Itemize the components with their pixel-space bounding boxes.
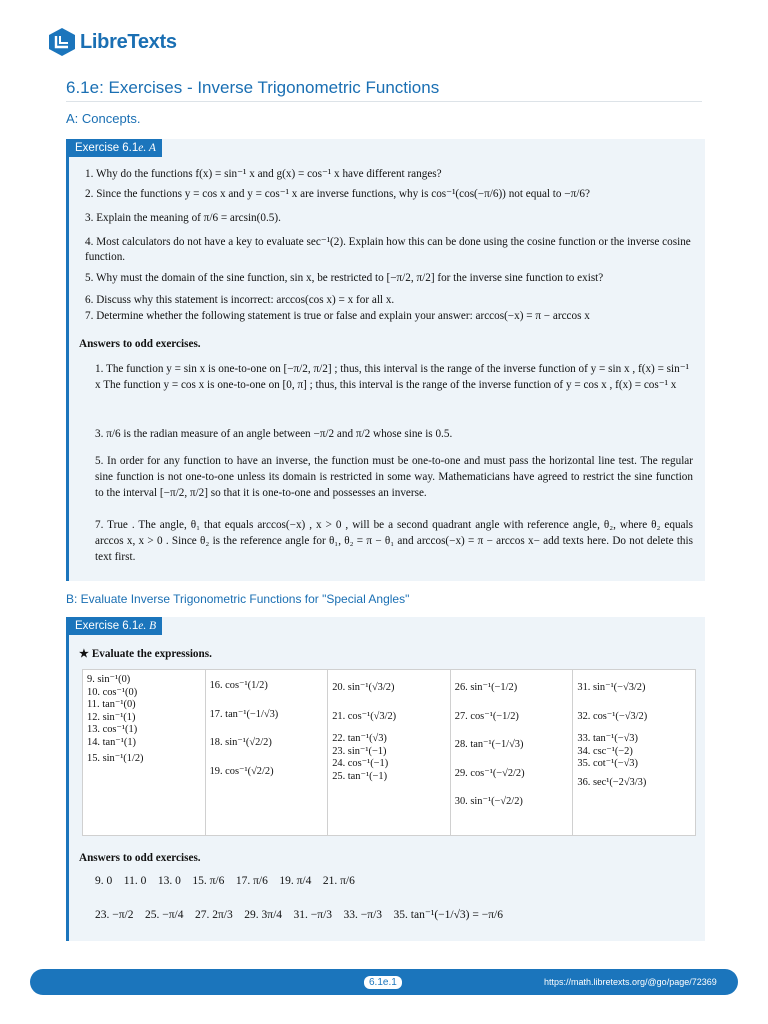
question-3: 3. Explain the meaning of π/6 = arcsin(0.5).	[85, 212, 281, 224]
grid-column-2	[206, 670, 329, 835]
grid-column-1	[83, 670, 206, 835]
answer-7: 7. True . The angle, θ₁ that equals arccos(−x) , x > 0 , will be a second quadrant angle with reference angle, θ₂, where θ₂ equals arccos x, x > 0 . Since θ₂ is the reference angle for θ₁, θ₂ = π − θ₁ and arccos(−x) = π − arccos x− add texts here. Do not delete this text first.	[95, 519, 693, 563]
section-heading-special-angles: B: Evaluate Inverse Trigonometric Functions for "Special Angles"	[66, 592, 410, 606]
exercise-grid	[82, 669, 696, 836]
answer-3: 3. π/6 is the radian measure of an angle between −π/2 and π/2 whose sine is 0.5.	[95, 428, 453, 440]
footer-url-link[interactable]: https://math.libretexts.org/@go/page/72369	[544, 977, 717, 987]
answers-heading-b: Answers to odd exercises.	[79, 852, 201, 864]
grid-cell: 12. sin⁻¹(1)	[87, 711, 136, 723]
footer-page-number: 6.1e.1	[364, 976, 402, 989]
brand-name: LibreTexts	[80, 30, 177, 53]
grid-cell: 20. sin⁻¹(√3/2)	[332, 682, 395, 693]
answers-row-1	[95, 875, 355, 887]
grid-column-3	[328, 670, 451, 835]
answer-5: 5. In order for any function to have an inverse, the function must be one-to-one and must pass the horizontal line test. The regular sine function is not one-to-one unless its domain is restricted in some way. Mathematicians have agreed to restrict the sine function to the interval [−π/2, π/2] so that it is one-to-one and possesses an inverse.	[95, 455, 693, 499]
answer-item: 21. π/6	[322, 875, 355, 887]
question-2: 2. Since the functions y = cos x and y = cos⁻¹ x are inverse functions, why is cos⁻¹(cos(−π/6)) not equal to −π/6?	[85, 188, 590, 200]
exercise-label-a: Exercise 6.1e. A	[69, 139, 162, 157]
grid-cell: 11. tan⁻¹(0)	[87, 699, 136, 710]
grid-cell: 19. cos⁻¹(√2/2)	[209, 765, 274, 777]
exercise-label-b: Exercise 6.1e. B	[69, 617, 162, 635]
question-5: 5. Why must the domain of the sine function, sin x, be restricted to [−π/2, π/2] for the inverse sine function to exist?	[85, 272, 604, 284]
grid-column-4	[451, 670, 574, 835]
grid-cell: 24. cos⁻¹(−1)	[332, 758, 389, 769]
grid-cell: 21. cos⁻¹(√3/2)	[332, 710, 397, 722]
grid-cell: 35. cot⁻¹(−√3)	[577, 758, 638, 769]
grid-cell: 30. sin⁻¹(−√2/2)	[454, 796, 523, 807]
grid-cell: 13. cos⁻¹(1)	[87, 724, 138, 735]
exercise-box-b	[66, 617, 705, 941]
grid-cell: 9. sin⁻¹(0)	[87, 674, 131, 685]
libretexts-logo-icon	[47, 27, 77, 57]
answer-item: 29. 3π/4	[244, 909, 283, 921]
answer-item: 31. −π/3	[293, 909, 333, 921]
exercise-box-a	[66, 139, 705, 581]
grid-cell: 14. tan⁻¹(1)	[87, 736, 136, 748]
question-7: 7. Determine whether the following statement is true or false and explain your answer: arccos(−x) = π − arccos x	[85, 310, 590, 322]
answer-item: 25. −π/4	[145, 909, 184, 921]
evaluate-instruction: ★ Evaluate the expressions.	[79, 648, 212, 660]
answer-item: 23. −π/2	[95, 909, 134, 921]
grid-cell: 32. cos⁻¹(−√3/2)	[577, 710, 648, 722]
grid-cell: 22. tan⁻¹(√3)	[332, 733, 387, 744]
page-title: 6.1e: Exercises - Inverse Trigonometric Functions	[66, 78, 440, 97]
grid-cell: 27. cos⁻¹(−1/2)	[454, 710, 519, 722]
grid-cell: 29. cos⁻¹(−√2/2)	[454, 767, 525, 779]
libretexts-logo[interactable]	[47, 27, 177, 57]
grid-cell: 34. csc⁻¹(−2)	[577, 745, 633, 757]
grid-cell: 10. cos⁻¹(0)	[87, 686, 138, 698]
answers-row-2	[95, 907, 503, 921]
grid-cell: 18. sin⁻¹(√2/2)	[209, 737, 272, 748]
answer-1: 1. The function y = sin x is one-to-one on [−π/2, π/2] ; thus, this interval is the range of the inverse function of y = sin x , f(x) = sin⁻¹ x The function y = cos x is one-to-one on [0, π] ; thus, this interval is the range of the inverse function of y = cos x , f(x) = cos⁻¹ x	[95, 363, 689, 391]
answers-heading-a: Answers to odd exercises.	[79, 338, 201, 350]
answer-item: 11. 0	[123, 875, 147, 887]
answer-item: 17. π/6	[235, 875, 268, 887]
grid-cell: 33. tan⁻¹(−√3)	[577, 733, 638, 744]
answer-item: 19. π/4	[279, 875, 312, 887]
grid-cell: 16. cos⁻¹(1/2)	[209, 680, 268, 691]
grid-cell: 26. sin⁻¹(−1/2)	[454, 682, 518, 693]
grid-cell: 23. sin⁻¹(−1)	[332, 745, 387, 757]
title-divider	[66, 101, 702, 102]
answer-item: 33. −π/3	[343, 909, 383, 921]
section-heading-concepts: A: Concepts.	[66, 111, 141, 126]
answer-item: 35. tan⁻¹(−1/√3) = −π/6	[393, 909, 503, 921]
answer-item: 13. 0	[157, 875, 181, 887]
grid-cell: 28. tan⁻¹(−1/√3)	[454, 739, 524, 750]
answer-item: 27. 2π/3	[195, 909, 233, 921]
answer-item: 15. π/6	[192, 875, 225, 887]
grid-column-5	[573, 670, 695, 835]
grid-cell: 25. tan⁻¹(−1)	[332, 770, 388, 782]
grid-cell: 15. sin⁻¹(1/2)	[87, 753, 144, 764]
question-6: 6. Discuss why this statement is incorrect: arccos(cos x) = x for all x.	[85, 294, 395, 306]
grid-cell: 36. sec¹(−2√3/3)	[577, 776, 647, 788]
grid-cell: 17. tan⁻¹(−1/√3)	[209, 708, 279, 720]
question-1: 1. Why do the functions f(x) = sin⁻¹ x and g(x) = cos⁻¹ x have different ranges?	[85, 168, 442, 180]
answer-item: 9. 0	[95, 875, 113, 887]
question-4: 4. Most calculators do not have a key to evaluate sec⁻¹(2). Explain how this can be done using the cosine function or the inverse cosine function.	[85, 236, 691, 263]
grid-cell: 31. sin⁻¹(−√3/2)	[577, 682, 646, 693]
